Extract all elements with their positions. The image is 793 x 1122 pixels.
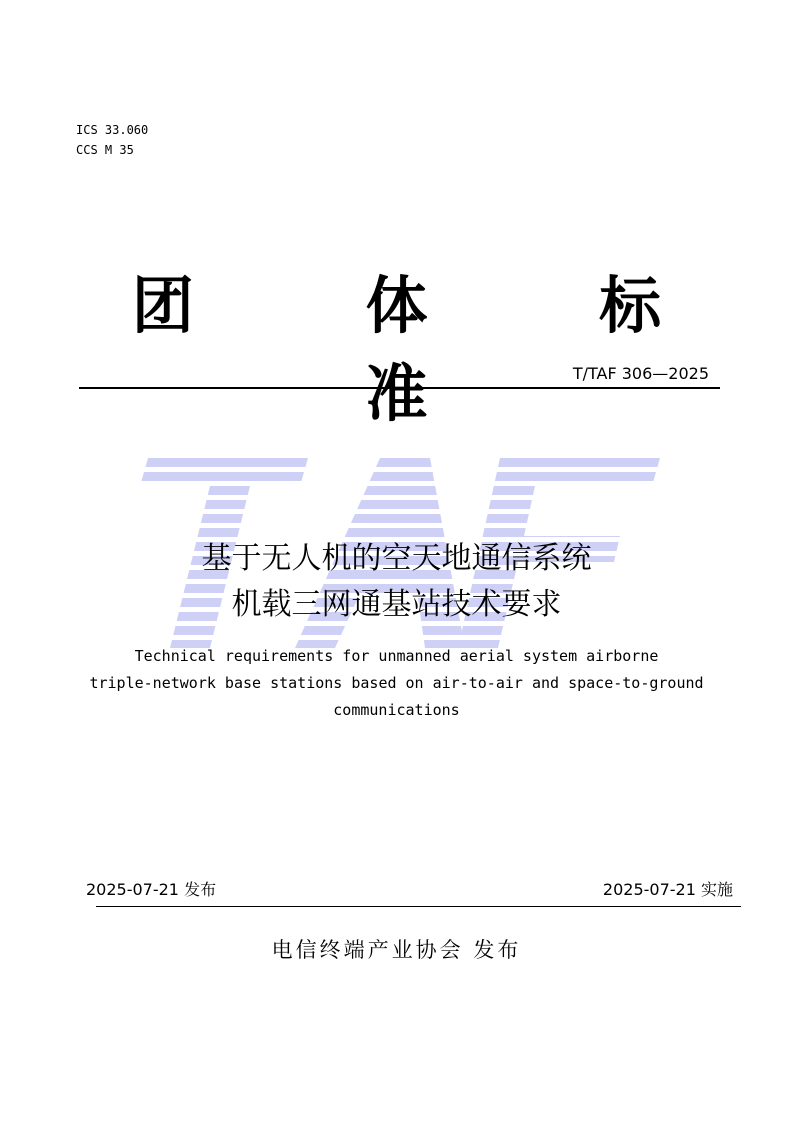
english-title-line-3: communications xyxy=(333,701,460,719)
classification-codes xyxy=(76,120,148,160)
ccs-code: CCS M 35 xyxy=(76,143,134,157)
ics-code: ICS 33.060 xyxy=(76,123,149,137)
english-title-line-1: Technical requirements for unmanned aerial system airborne xyxy=(134,647,659,665)
publisher: 电信终端产业协会 发布 xyxy=(271,938,522,962)
chinese-title-line-1: 基于无人机的空天地通信系统 xyxy=(201,541,592,576)
implementation-date: 2025-07-21 实施 xyxy=(602,880,733,899)
english-title-line-2: triple-network base stations based on air-to-air and space-to-ground xyxy=(89,674,704,692)
publish-date: 2025-07-21 发布 xyxy=(86,880,217,899)
bottom-divider xyxy=(96,906,741,907)
chinese-title-line-2: 机载三网通基站技术要求 xyxy=(231,587,562,622)
chinese-title xyxy=(0,536,793,628)
document-type-title: 团 体 标 准 xyxy=(131,269,737,430)
top-divider xyxy=(79,387,720,389)
standard-number: T/TAF 306—2025 xyxy=(572,364,709,383)
english-title xyxy=(60,643,733,724)
